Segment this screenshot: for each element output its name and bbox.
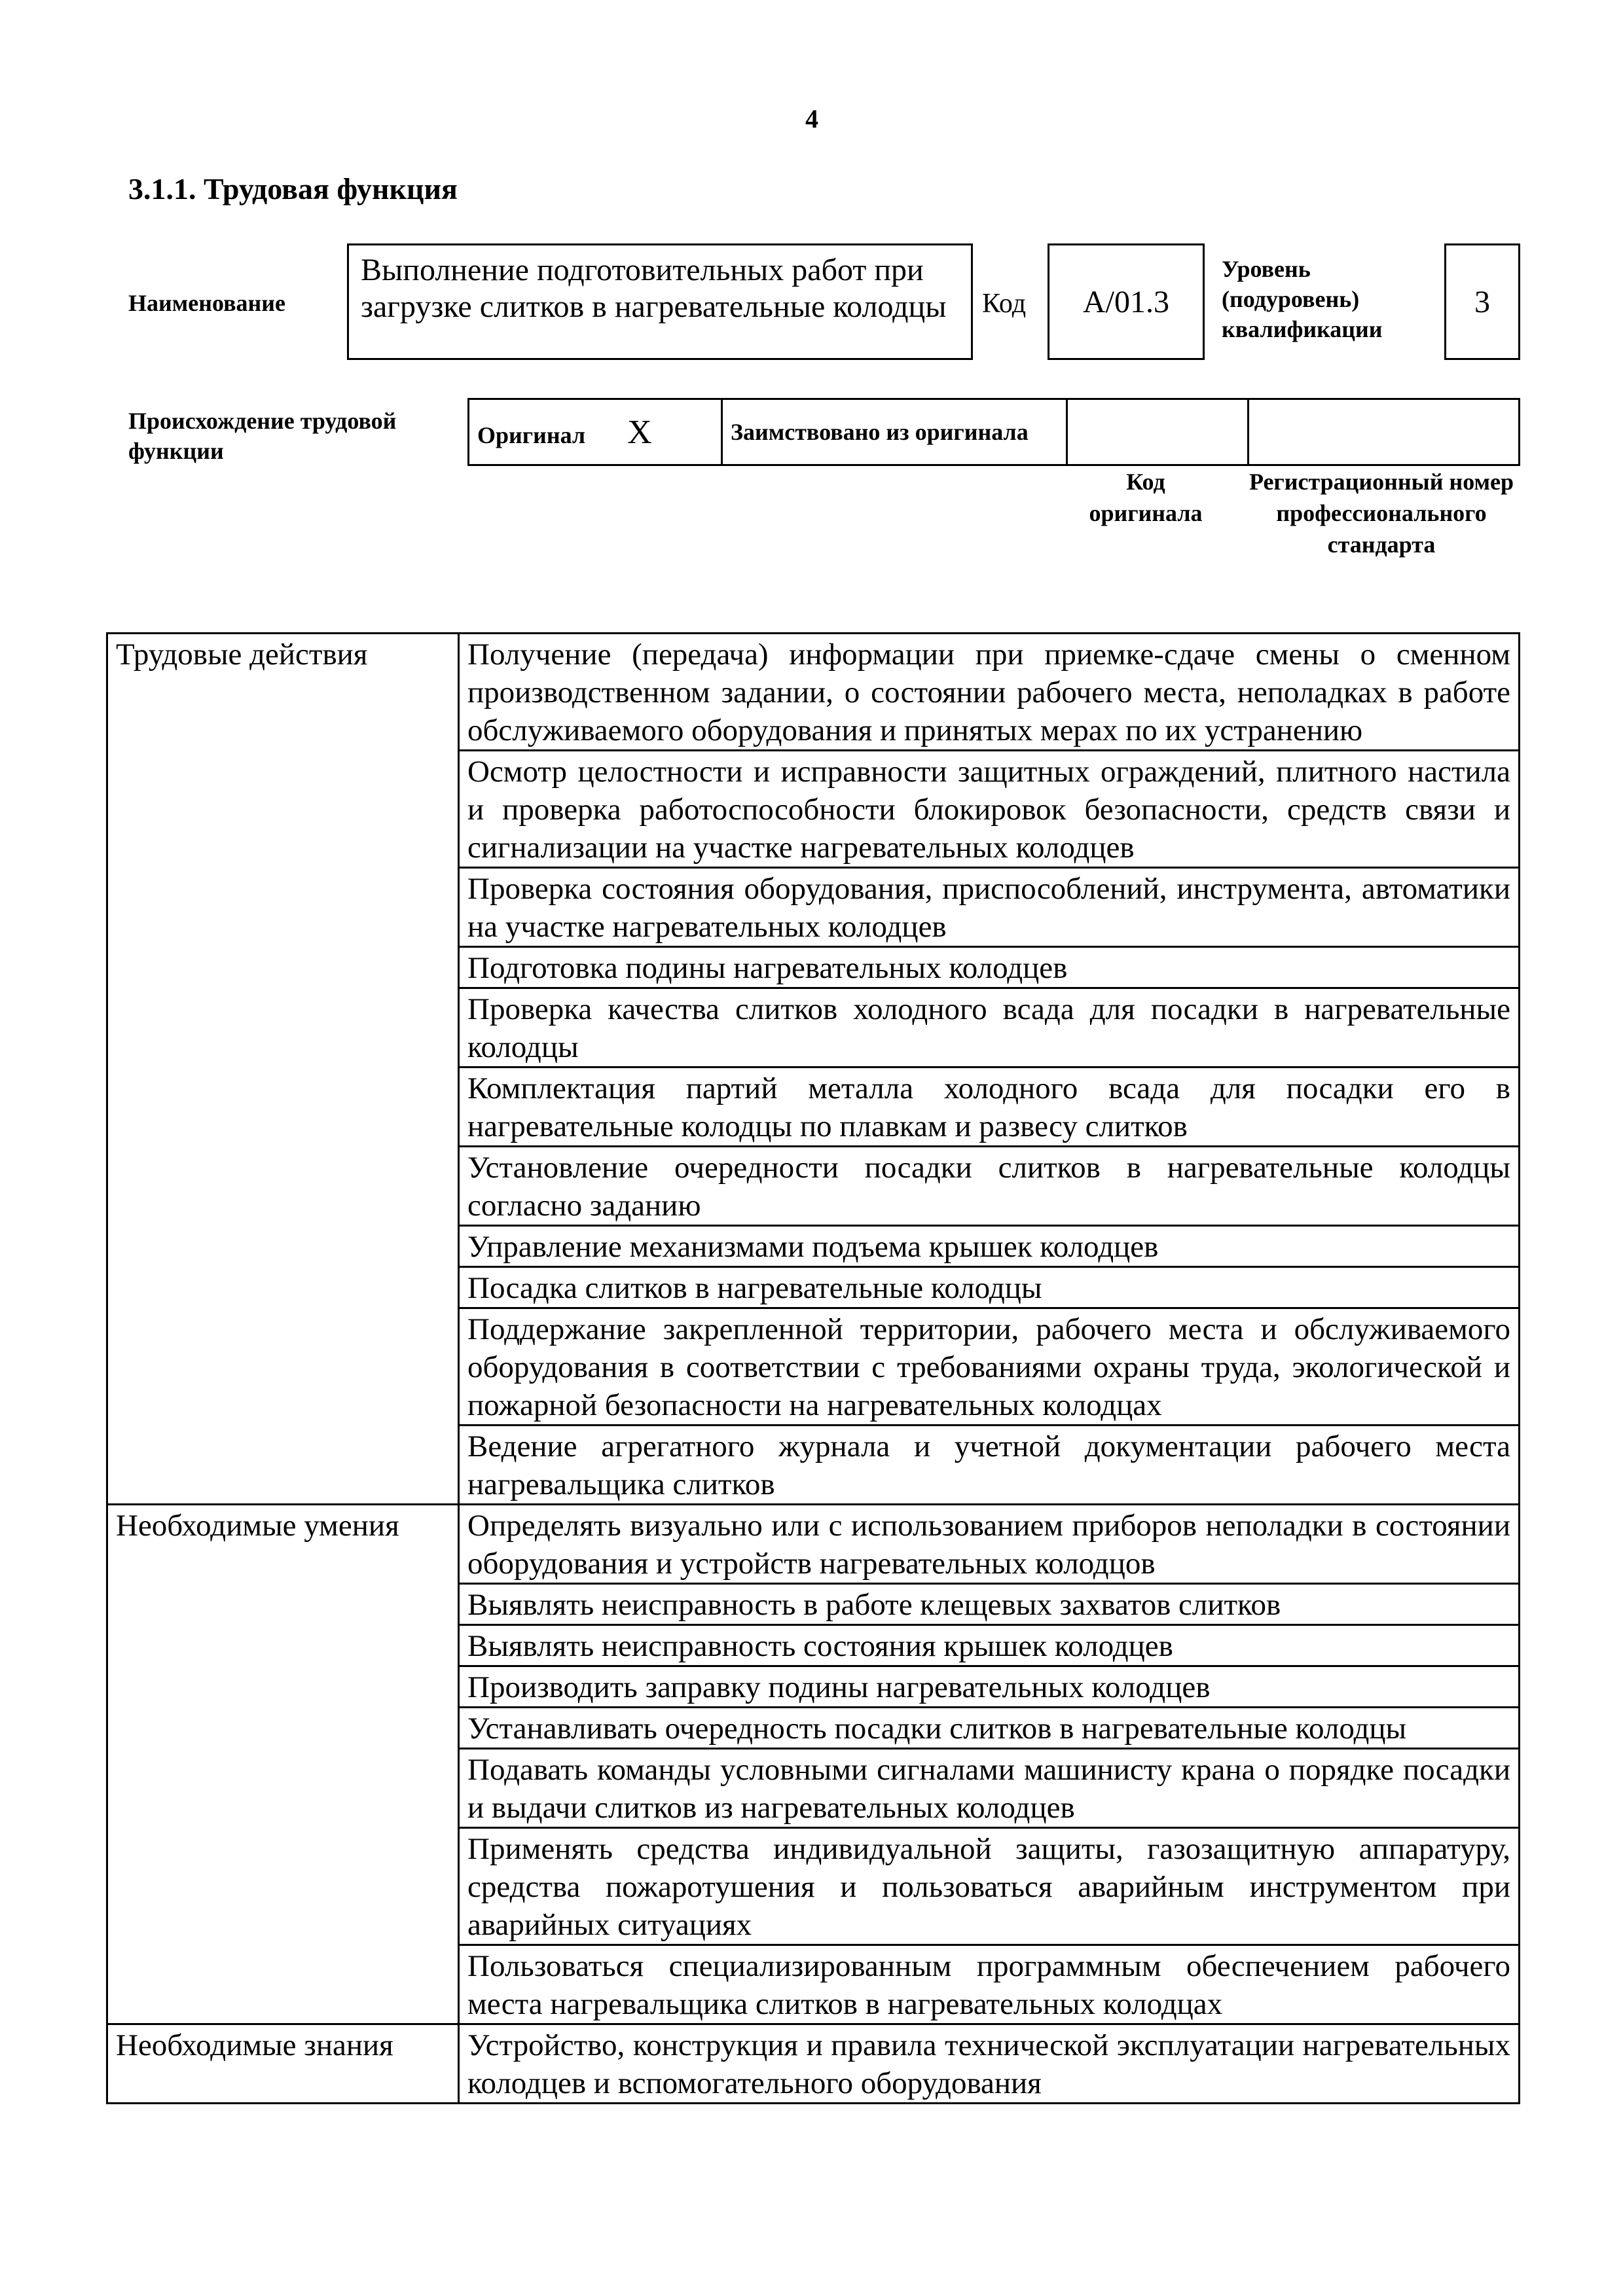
item-cell: Проверка состояния оборудования, приспособлений, инструмента, автоматики на участке нагревательных колодцев <box>459 868 1520 947</box>
table-row <box>107 634 1520 751</box>
item-cell: Посадка слитков в нагревательные колодцы <box>459 1267 1520 1308</box>
section-title: 3.1.1. Трудовая функция <box>128 172 458 206</box>
item-cell: Подготовка подины нагревательных колодцев <box>459 947 1520 988</box>
category-cell: Необходимые умения <box>107 1505 459 2024</box>
category-cell: Необходимые знания <box>107 2024 459 2104</box>
table-row <box>107 2024 1520 2104</box>
labor-function-table <box>106 632 1520 2104</box>
reg-number-caption: Регистрационный номер профессионального стандарта <box>1249 469 1514 558</box>
item-cell: Комплектация партий металла холодного всада для посадки его в нагревательные колодцы по плавкам и развесу слитков <box>459 1067 1520 1147</box>
original-label: Оригинал <box>477 422 586 448</box>
borrowed-label: Заимствовано из оригинала <box>731 419 1029 445</box>
origin-reg-number-cell <box>1249 399 1520 465</box>
origin-code-cell <box>1067 399 1249 465</box>
origin-label: Происхождение трудовой функции <box>128 408 397 464</box>
origin-borrowed-cell <box>722 399 1067 465</box>
item-cell: Проверка качества слитков холодного всада для посадки в нагревательные колодцы <box>459 988 1520 1067</box>
item-cell: Управление механизмами подъема крышек колодцев <box>459 1226 1520 1267</box>
origin-original-cell <box>469 399 722 465</box>
item-cell: Устройство, конструкция и правила технической эксплуатации нагревательных колодцев и вспомогательного оборудования <box>459 2024 1520 2104</box>
item-cell: Ведение агрегатного журнала и учетной документации рабочего места нагревальщика слитков <box>459 1426 1520 1505</box>
item-cell: Определять визуально или с использованием приборов неполадки в состоянии оборудования и устройств нагревательных колодцов <box>459 1505 1520 1584</box>
original-code-caption: Код оригинала <box>1089 469 1203 526</box>
code-label: Код <box>982 289 1027 319</box>
level-value-box: 3 <box>1444 243 1520 360</box>
code-value-box: А/01.3 <box>1048 243 1205 360</box>
level-label: Уровень (подуровень) квалификации <box>1222 256 1383 342</box>
name-label: Наименование <box>128 290 285 316</box>
item-cell: Поддержание закрепленной территории, рабочего места и обслуживаемого оборудования в соответствии с требованиями охраны труда, экологической и пожарной безопасности на нагревательных колодцах <box>459 1308 1520 1426</box>
page-number: 4 <box>805 104 818 134</box>
item-cell: Получение (передача) информации при приемке-сдаче смены о сменном производственном задании, о состоянии рабочего места, неполадках в работе обслуживаемого оборудования и принятых мерах по их устранению <box>459 634 1520 751</box>
original-mark: X <box>627 413 652 451</box>
item-cell: Выявлять неисправность в работе клещевых захватов слитков <box>459 1584 1520 1625</box>
item-cell: Пользоваться специализированным программным обеспечением рабочего места нагревальщика слитков в нагревательных колодцах <box>459 1945 1520 2024</box>
item-cell: Установление очередности посадки слитков в нагревательные колодцы согласно заданию <box>459 1147 1520 1226</box>
item-cell: Осмотр целостности и исправности защитных ограждений, плитного настила и проверка работоспособности блокировок безопасности, средств связи и сигнализации на участке нагревательных колодцев <box>459 751 1520 868</box>
item-cell: Устанавливать очередность посадки слитков в нагревательные колодцы <box>459 1708 1520 1749</box>
category-cell: Трудовые действия <box>107 634 459 1505</box>
item-cell: Подавать команды условными сигналами машинисту крана о порядке посадки и выдачи слитков из нагревательных колодцев <box>459 1749 1520 1828</box>
origin-table <box>467 398 1520 466</box>
function-name-box: Выполнение подготовительных работ при загрузке слитков в нагревательные колодцы <box>347 243 973 360</box>
item-cell: Выявлять неисправность состояния крышек колодцев <box>459 1625 1520 1666</box>
table-row <box>107 1505 1520 1584</box>
item-cell: Применять средства индивидуальной защиты, газозащитную аппаратуру, средства пожаротушения и пользоваться аварийным инструментом при аварийных ситуациях <box>459 1828 1520 1945</box>
item-cell: Производить заправку подины нагревательных колодцев <box>459 1666 1520 1708</box>
